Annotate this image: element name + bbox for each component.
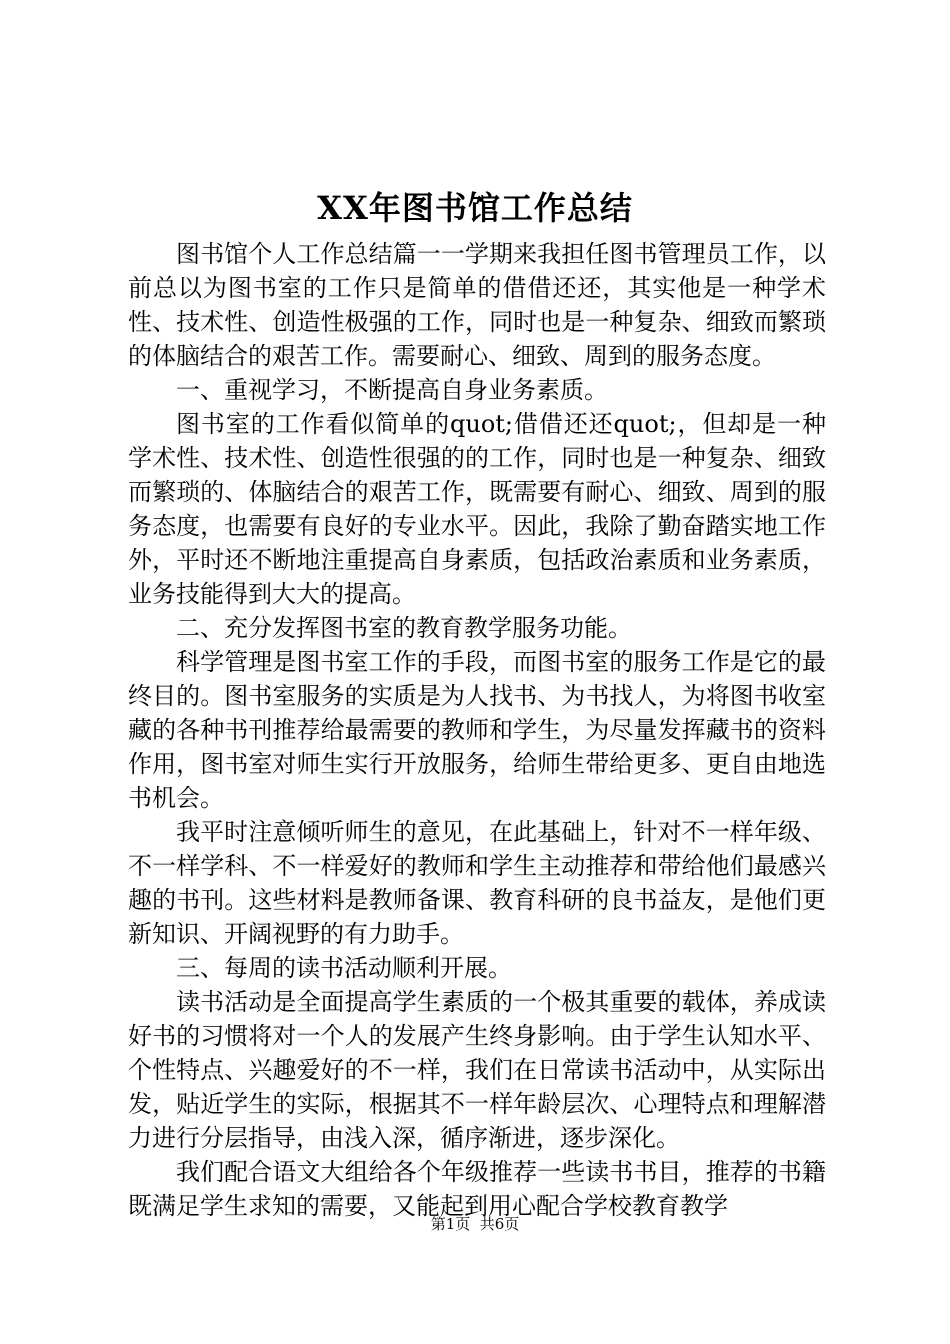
page-number: 第1页 共6页 xyxy=(430,1215,520,1233)
paragraph-section-1: 图书室的工作看似简单的quot;借借还还quot;，但却是一种学术性、技术性、创造性很强的的工作，同时也是一种复杂、细致而繁琐的、体脑结合的艰苦工作，既需要有耐心、细致、周到的服务态度，也需要有良好的专业水平。因此，我除了勤奋踏实地工作外，平时还不断地注重提高自身素质，包括政治素质和业务素质，业务技能得到大大的提高。 xyxy=(128,410,826,608)
paragraph-section-3a: 读书活动是全面提高学生素质的一个极其重要的载体，养成读好书的习惯将对一个人的发展产生终身影响。由于学生认知水平、个性特点、兴趣爱好的不一样，我们在日常读书活动中，从实际出发，贴近学生的实际，根据其不一样年龄层次、心理特点和理解潜力进行分层指导，由浅入深，循序渐进，逐步深化。 xyxy=(128,988,826,1152)
paragraph-section-3b: 我们配合语文大组给各个年级推荐一些读书书目，推荐的书籍既满足学生求知的需要，又能起到用心配合学校教育教学 xyxy=(128,1158,826,1220)
section-heading-3: 三、每周的读书活动顺利开展。 xyxy=(176,954,512,982)
section-heading-1: 一、重视学习，不断提高自身业务素质。 xyxy=(176,376,608,404)
paragraph-section-2b: 我平时注意倾听师生的意见，在此基础上，针对不一样年级、不一样学科、不一样爱好的教师和学生主动推荐和带给他们最感兴趣的书刊。这些材料是教师备课、教育科研的良书益友，是他们更新知识、开阔视野的有力助手。 xyxy=(128,818,826,948)
page-footer xyxy=(0,1214,950,1234)
section-heading-2: 二、充分发挥图书室的教育教学服务功能。 xyxy=(176,614,632,642)
document-body xyxy=(128,237,826,1223)
paragraph-section-2a: 科学管理是图书室工作的手段，而图书室的服务工作是它的最终目的。图书室服务的实质是为人找书、为书找人，为将图书收室藏的各种书刊推荐给最需要的教师和学生，为尽量发挥藏书的资料作用，图书室对师生实行开放服务，给师生带给更多、更自由地选书机会。 xyxy=(128,648,826,812)
document-title: XX年图书馆工作总结 xyxy=(317,189,633,227)
paragraph-intro: 图书馆个人工作总结篇一一学期来我担任图书管理员工作，以前总以为图书室的工作只是简单的借借还还，其实他是一种学术性、技术性、创造性极强的工作，同时也是一种复杂、细致而繁琐的体脑结合的艰苦工作。需要耐心、细致、周到的服务态度。 xyxy=(128,240,826,370)
